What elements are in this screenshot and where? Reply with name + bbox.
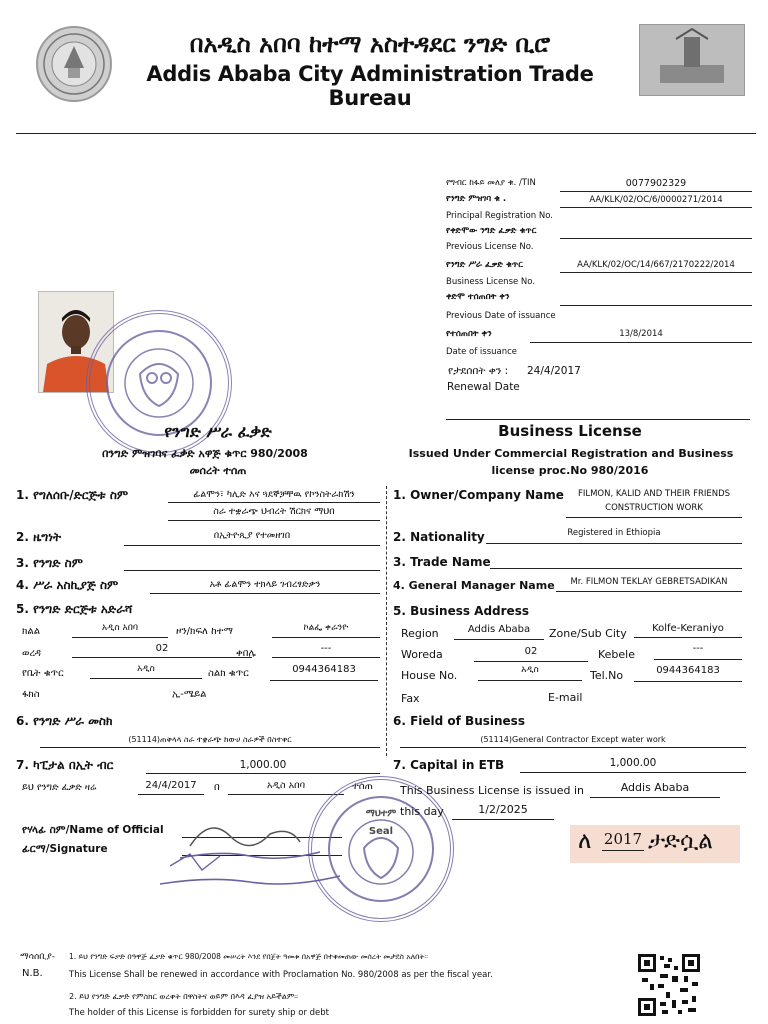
column-divider bbox=[386, 486, 387, 756]
right-capital-line bbox=[520, 772, 746, 773]
renewal-box-year: 2017 bbox=[603, 830, 643, 848]
tin-line bbox=[560, 191, 752, 192]
right-zone-label: Zone/Sub City bbox=[549, 627, 627, 640]
right-issued-place: Addis Ababa bbox=[620, 781, 690, 794]
issuance-label-en: Date of issuance bbox=[446, 347, 518, 357]
official-name-label: የሃላፊ ስም/Name of Official bbox=[22, 824, 164, 836]
prev-license-label-am: የቀድሞው ንግድ ፈቃድ ቁጥር bbox=[446, 226, 537, 236]
right-manager-label: 4. General Manager Name bbox=[393, 579, 555, 592]
right-kebele-value: --- bbox=[692, 643, 704, 654]
right-nationality-value: Registered in Ethiopia bbox=[567, 528, 661, 538]
header-title-amharic: በአዲስ አበባ ከተማ አስተዳደር ንግድ ቢሮ bbox=[189, 30, 551, 58]
qr-code bbox=[638, 954, 700, 1016]
right-manager-line bbox=[556, 591, 742, 592]
right-address-label: 5. Business Address bbox=[393, 604, 529, 618]
stamp-word-english: Seal bbox=[368, 826, 394, 837]
right-region-label: Region bbox=[401, 627, 439, 640]
right-trade-name-label: 3. Trade Name bbox=[393, 555, 491, 569]
left-owner-value-1: ፊልሞን፣ ካሊድ እና ጓደኞቻቸዉ የኮንስትራክሽን bbox=[193, 489, 355, 500]
note-1-amharic: 1. ይህ የንግድ ፍቃድ በዓዋጅ ፈቃድ ቁጥር 980/2008 መሠረት እንደ የበጀት ዓመቱ በአዋጅ በተቀመጠው መሰረት መታደስ አለበት። bbox=[69, 952, 428, 961]
right-woreda-line bbox=[474, 661, 588, 662]
right-capital-value: 1,000.00 bbox=[609, 757, 657, 769]
prev-issuance-label-en: Previous Date of issuance bbox=[446, 311, 556, 321]
note-1-english: This License Shall be renewed in accordance with Proclamation No. 980/2008 as per the fiscal year. bbox=[69, 970, 493, 980]
right-email-label: E-mail bbox=[548, 691, 583, 704]
prev-license-label-en: Previous License No. bbox=[446, 242, 534, 252]
tin-value: 0077902329 bbox=[625, 178, 687, 189]
left-manager-line bbox=[150, 593, 380, 594]
renewal-box-suffix: ታድሷል bbox=[648, 828, 713, 854]
right-tel-line bbox=[634, 681, 742, 682]
prev-issuance-label-am: ቀድሞ ተሰጠበት ቀን bbox=[446, 292, 510, 302]
principal-reg-line bbox=[560, 207, 752, 208]
left-capital-line bbox=[146, 773, 380, 774]
right-issued-date-line bbox=[452, 819, 554, 820]
right-region-line bbox=[454, 639, 544, 640]
left-region-label: ክልል bbox=[22, 626, 41, 637]
left-issued-suffix: ተሰጠ bbox=[352, 781, 373, 792]
right-tel-label: Tel.No bbox=[590, 669, 624, 682]
right-trade-name-line bbox=[490, 568, 742, 569]
left-owner-label: 1. የግለሰቡ/ድርጅቱ ስም bbox=[16, 488, 129, 502]
left-kebele-value: --- bbox=[320, 643, 332, 654]
right-field-value: (51114)General Contractor Except water work bbox=[480, 735, 666, 744]
left-email-label: ኢ-ሜይል bbox=[172, 689, 207, 700]
right-owner-label: 1. Owner/Company Name bbox=[393, 488, 564, 502]
left-kebele-line bbox=[272, 657, 380, 658]
renewal-label-am: የታደሰበት ቀን : bbox=[448, 365, 509, 377]
bureau-building-logo bbox=[639, 24, 745, 96]
left-issued-in: በ bbox=[214, 782, 220, 793]
left-nationality-value: በኢትዮጲያ የተመዘገበ bbox=[213, 530, 291, 541]
left-field-line bbox=[40, 747, 380, 748]
business-license-line bbox=[560, 272, 752, 273]
license-subtitle-amharic-1: በንግድ ምዝገባና ፈቃድ አዋጅ ቁጥር 980/2008 bbox=[102, 447, 308, 460]
left-woreda-line bbox=[72, 657, 252, 658]
business-license-value: AA/KLK/02/OC/14/667/2170222/2014 bbox=[577, 260, 735, 270]
right-house-value: አዲስ bbox=[521, 665, 539, 675]
city-emblem-logo bbox=[36, 26, 112, 102]
right-zone-line bbox=[634, 637, 742, 638]
left-house-label: የቤት ቁጥር bbox=[22, 668, 64, 679]
header-divider bbox=[16, 133, 756, 134]
license-subtitle-english-2: license proc.No 980/2016 bbox=[491, 464, 649, 477]
notes-label-english: N.B. bbox=[22, 968, 43, 979]
license-title-english: Business License bbox=[498, 422, 642, 440]
right-woreda-value: 02 bbox=[524, 646, 538, 657]
left-zone-line bbox=[272, 637, 380, 638]
right-owner-value-1: FILMON, KALID AND THEIR FRIENDS bbox=[577, 489, 731, 499]
right-woreda-label: Woreda bbox=[401, 648, 443, 661]
left-manager-label: 4. ሥራ አስኪያጅ ስም bbox=[16, 578, 119, 592]
right-house-label: House No. bbox=[401, 669, 458, 682]
business-license-label-am: የንግድ ሥራ ፈቃድ ቁጥር bbox=[446, 260, 523, 270]
left-tel-line bbox=[270, 680, 378, 681]
left-nationality-label: 2. ዜግነት bbox=[16, 530, 62, 544]
right-issued-date: 1/2/2025 bbox=[478, 803, 528, 816]
left-trade-name-line bbox=[124, 570, 380, 571]
right-capital-label: 7. Capital in ETB bbox=[393, 758, 505, 772]
right-house-line bbox=[478, 680, 582, 681]
left-owner-value-2: ስራ ተቋራጭ ህብረት ሽርክና ማህበ bbox=[213, 506, 335, 517]
right-owner-line bbox=[566, 517, 742, 518]
right-field-label: 6. Field of Business bbox=[393, 714, 525, 728]
header-title-english: Addis Ababa City Administration Trade Bureau bbox=[146, 62, 594, 110]
left-region-line bbox=[72, 637, 168, 638]
stamp-word-amharic: ማህተም bbox=[365, 808, 397, 819]
renewal-value: 24/4/2017 bbox=[527, 365, 581, 377]
renewal-box-prefix: ለ bbox=[578, 828, 592, 854]
right-nationality-label: 2. Nationality bbox=[393, 530, 485, 544]
left-owner-line-2 bbox=[168, 520, 380, 521]
left-capital-label: 7. ካፒታል በኢት ብር bbox=[16, 758, 114, 772]
left-manager-value: አቶ ፊልሞን ተክላይ ገብረፃድቃን bbox=[209, 579, 321, 590]
renewal-label-en: Renewal Date bbox=[447, 381, 520, 393]
right-zone-value: Kolfe-Keraniyo bbox=[652, 623, 724, 634]
left-fax-label: ፋክስ bbox=[22, 689, 40, 700]
left-woreda-value: 02 bbox=[155, 643, 169, 654]
left-nationality-line bbox=[124, 545, 380, 546]
right-field-line bbox=[400, 747, 746, 748]
official-stamp-bottom bbox=[308, 776, 454, 922]
right-kebele-label: Kebele bbox=[598, 648, 636, 661]
right-nationality-line bbox=[486, 543, 742, 544]
prev-issuance-line bbox=[560, 305, 752, 306]
left-house-value: አዲስ bbox=[137, 664, 155, 674]
left-field-label: 6. የንግድ ሥራ መስክ bbox=[16, 714, 113, 728]
business-license-label-en: Business License No. bbox=[446, 277, 536, 287]
left-capital-value: 1,000.00 bbox=[239, 759, 287, 771]
prev-license-line bbox=[560, 238, 752, 239]
left-issued-date-line bbox=[138, 794, 204, 795]
left-region-value: አዲስ አበባ bbox=[101, 623, 139, 633]
license-subtitle-amharic-2: መሰረት ተሰጠ bbox=[189, 464, 247, 477]
left-woreda-label: ወረዳ bbox=[22, 648, 41, 659]
principal-reg-label-en: Principal Registration No. bbox=[446, 211, 553, 221]
right-issued-place-line bbox=[590, 797, 720, 798]
right-manager-value: Mr. FILMON TEKLAY GEBRETSADIKAN bbox=[570, 577, 728, 587]
right-region-value: Addis Ababa bbox=[467, 624, 531, 635]
issuance-value: 13/8/2014 bbox=[619, 329, 663, 339]
license-subtitle-english-1: Issued Under Commercial Registration and Business bbox=[408, 447, 734, 460]
issuance-line bbox=[530, 342, 752, 343]
issuance-label-am: የተሰጠበት ቀን bbox=[446, 329, 492, 339]
left-issued-prefix: ይህ የንግድ ፈቃድ ዛሬ bbox=[22, 782, 97, 793]
left-house-line bbox=[90, 678, 202, 679]
notes-label-amharic: ማሳሰቢያ- bbox=[20, 952, 55, 962]
left-kebele-label: ቀበሌ bbox=[236, 648, 256, 659]
left-zone-label: ዞን/ክፍለ ከተማ bbox=[176, 626, 233, 637]
right-fax-label: Fax bbox=[401, 692, 420, 705]
renewal-line bbox=[446, 419, 750, 420]
left-tel-label: ስልክ ቁጥር bbox=[208, 668, 249, 679]
left-field-value: (51114)ጠቅላላ ስራ ተቋራጭ ከውሀ ስራዎች በስተቀር bbox=[128, 735, 292, 744]
left-issued-place: አዲስ አበባ bbox=[266, 780, 306, 791]
note-2-amharic: 2. ይህ የንግድ ፈቃድ የምስክር ወረቀት በዋስትና ወይም በእዳ ፈያዝ አይችልም። bbox=[69, 992, 299, 1001]
right-issued-text: This Business License is issued in bbox=[400, 784, 584, 797]
right-owner-value-2: CONSTRUCTION WORK bbox=[605, 503, 703, 513]
right-kebele-line bbox=[654, 659, 742, 660]
left-owner-line-1 bbox=[168, 502, 380, 503]
right-this-day: this day bbox=[400, 805, 444, 818]
left-trade-name-label: 3. የንግድ ስም bbox=[16, 556, 83, 570]
right-tel-value: 0944364183 bbox=[656, 665, 720, 676]
principal-reg-value: AA/KLK/02/OC/6/0000271/2014 bbox=[589, 195, 723, 205]
signature-label: ፊርማ/Signature bbox=[22, 843, 108, 855]
left-tel-value: 0944364183 bbox=[292, 664, 356, 675]
tin-label: የግብር ከፋይ መለያ ቁ. /TIN bbox=[446, 178, 536, 188]
note-2-english: The holder of this License is forbidden for surety ship or debt bbox=[69, 1008, 330, 1018]
principal-reg-label-am: የንግድ ምዝገባ ቁ . bbox=[446, 194, 507, 204]
left-issued-date: 24/4/2017 bbox=[145, 780, 197, 791]
left-address-label: 5. የንግድ ድርጅቱ አድራሻ bbox=[16, 602, 133, 616]
left-zone-value: ኮልፌ ቀራንዮ bbox=[303, 623, 349, 633]
renewal-box-line bbox=[602, 850, 644, 851]
license-title-amharic: የንግድ ሥራ ፈቃድ bbox=[164, 422, 272, 441]
